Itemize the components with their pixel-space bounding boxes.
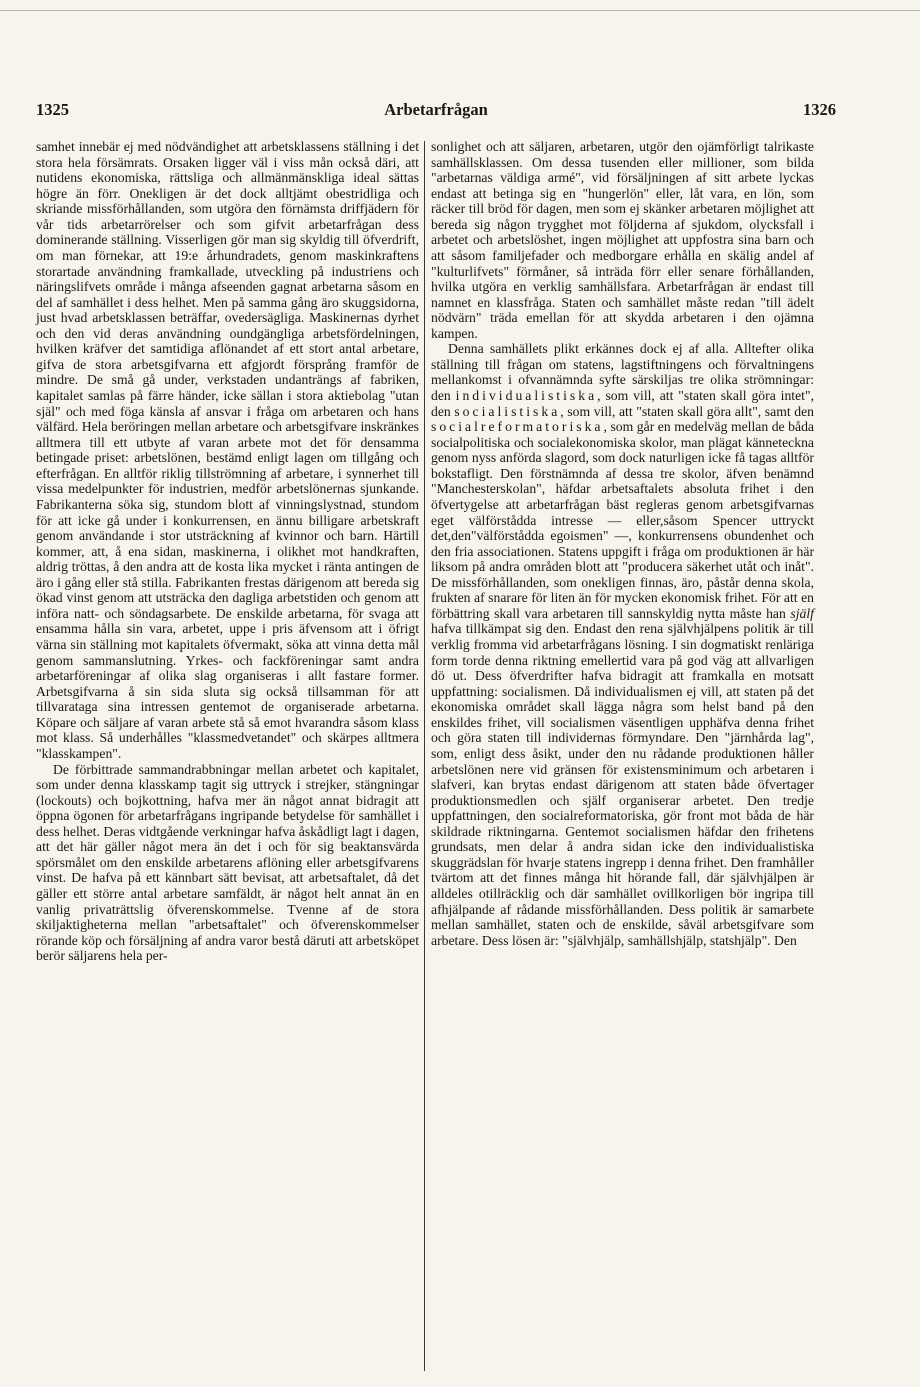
spaced-term-socialistiska: socialistiska <box>454 403 561 419</box>
text-run: , som vill, att "staten skall göra intet", den <box>431 388 814 419</box>
italic-term: själf <box>790 605 814 621</box>
text-run: hafva tillkämpat sig den. Endast den rena självhjälpens politik är till verklig fromma vid arbetarfrågans lösning. I sin dogmatiskt renläriga form torde denna riktning emellertid vara på god väg att allvarligen dö ut. Dess öfverdrifter hafva bidragit att framkalla en motsatt uppfattning: socialismen. Då individualismen ej vill, att staten på det ekonomiska området skall lägga några som helst band på den enskildes frihet, vill socialismen väsentligen upphäfva denna frihet och göra staten till individernas förmyndare. Den "järnhårda lag", som, enligt dess åsikt, under den nu rådande produktionen håller arbetslönen nere vid gränsen för existensminimum och arbetaren i slafveri, kan brytas endast därigenom att staten både öfvertager produktionsmedlen och själf organiserar arbetet. Den tredje uppfattningen, den socialreformatoriska, gör front mot båda de här skildrade riktningarna. Gentemot socialismen häfdar den frihetens grundsats, men delar å andra sidan icke den individualistiska skuggrädslan för hvarje statens ingrepp i denna frihet. Den framhåller tvärtom att det finnes många hit hörande fall, där självhjälpen är alldeles otillräcklig och där samhället ovillkorligen bör ingripa till afhjälpande af rådande missförhållanden. Dess politik är samarbete mellan samhället, staten och de enskilde, såväl arbetsgifvare som arbetare. Dess lösen är: "självhjälp, samhällshjälp, statshjälp". Den <box>431 621 814 948</box>
left-column <box>36 139 419 964</box>
running-title: Arbetarfrågan <box>384 100 488 119</box>
right-paragraph-2 <box>431 341 814 948</box>
scan-top-line <box>0 10 920 11</box>
text-run: , som vill, att "staten skall göra allt", samt den <box>560 403 814 419</box>
right-paragraph-1: sonlighet och att säljaren, arbetaren, utgör den ojämförligt talrikaste samhällsklassen. Om dessa tusenden eller millioner, som bilda "arbetarnas väldiga armé", vid försäljningen af sitt arbete lyckas endast att betinga sig en "hungerlön" eller, låt vara, en lön, som räcker till bröd för dagen, men som ej skänker arbetaren möjlighet att bereda sig någon trygghet mot följderna af sjukdom, olycksfall i arbetet och arbetslöshet, ingen möjlighet att uppfostra sina barn och att såsom familjefader och medborgare erhålla en skälig andel af "kulturlifvets" förmåner, så inträda förr eller senare förhållanden, hvilka utgöra en verklig samhällsfara. Arbetarfrågan är endast till namnet en klassfråga. Staten och samhället måste redan "till ädelt nödvärn" träda emellan för att skydda arbetaren i den ojämna kampen. <box>431 139 814 341</box>
right-column <box>431 139 814 948</box>
left-paragraph-2: De förbittrade sammandrabbningar mellan arbetet och kapitalet, som under denna klasskamp tagit sig uttryck i strejker, stängningar (lockouts) och bojkottning, hafva mer än något annat bidragit att öppna ögonen för arbetarfrågans ingripande betydelse för samhället i dess helhet. Deras vidtgående verkningar hafva åskådligt lagt i dagen, att det här gäller något mera än det i och för sig beaktansvärda spörsmålet om den enskilde arbetarens aflöning eller arbetsgifvarens vinst. De hafva på ett kännbart sätt bevisat, att arbetsaftalet, då det gäller ett större antal arbetare samfäldt, är något helt annat än en vanlig privaträttslig öfverenskommelse. Tvenne af de stora skiljaktigheterna mellan "arbetsaftalet" och öfverenskommelser rörande köp och försäljning af andra varor bestå däruti att arbetsköpet berör säljarens hela per- <box>36 761 419 964</box>
page-number-right: 1326 <box>803 100 836 119</box>
page-header <box>36 100 836 124</box>
text-run: , som går en medelväg mellan de båda socialpolitiska och socialekonomiska skolor, man plägat kännetecknа genom nyss anförda slagord, som dock naturligen icke få tagas alltför bokstafligt. Den förstnämnda af dessa tre skolor, äfven benämnd "Manchesterskolan", häfdar arbetsaftalets absoluta frihet i den öfvertygelse att arbetarfrågan bäst regleras genom arbetsgifvarnas eget välförstådda intresse — eller,såsom Spencer uttryckt det,den"välförstådda egoismen" —, konkurrensens obundenhet och den fria associationen. Statens uppgift i fråga om produktionen är här liksom på andra områden blott att "producera säkerhet utåt och inåt". De missförhållanden, som onekligen finnas, äro, påstår denna skola, frukten af snarare för liten än för mycken ekonomisk frihet. För att en förbättring skall vara arbetaren till sannskyldig nytta måste han <box>431 419 814 621</box>
column-divider <box>424 141 425 1371</box>
page-number-left: 1325 <box>36 100 69 119</box>
spaced-term-individualistiska: individualistiska <box>455 388 598 403</box>
spaced-term-socialreformatoriska: socialreformatoriska <box>431 419 604 435</box>
text-run: Denna samhällets plikt erkännes dock ej af alla. Alltefter olika ställning till frågan om statens, lagstiftningens och förvaltningens mellankomst i ofvannämnda syfte särskiljas tre olika strömningar: den <box>431 341 814 403</box>
left-paragraph-1: samhet innebär ej med nödvändighet att arbetsklassens ställning i det stora hela försämrats. Orsaken ligger väl i viss mån också däri, att nutidens ekonomiska, rättsliga och allmänmänskliga ideal sättas högre än förr. Onekligen är det dock alltjämt obestridliga och skriande missförhållanden, som utgöra den förnämsta driffjädern för vår tids arbetarrörelser och som gifvit arbetarfrågan dess dominerande ställning. Visserligen gör man sig skyldig till öfverdrift, om man förnekar, att 19:e århundradets, genom maskinkraftens storartade användning framkallade, utveckling på industriens och näringslifvets område i många afseenden gagnat arbetarna såsom en del af samhället i dess helhet. Men på samma gång äro skuggsidorna, just hvad arbetsklassen beträffar, ovedersägliga. Maskinernas dyrhet och den vid deras användning oundgängliga arbetsfördelningen, hvilken kräfver det samtidiga aflönandet af ett stort antal arbetare, gifva de stora arbetsgifvarna ett afgjordt försprång framför de mindre. De små gå under, verkstaden undanträngs af fabriken, kapitalet samlas på färre händer, icke sällan i stora aktiebolag "utan själ" och med föga känsla af ansvar i fråga om arbetaren och hans välfärd. Hela beröringen mellan arbetare och arbetsgifvare inskränkes alltmera till ett utbyte af varan arbete mot det för densamma betingade priset: arbetslönen, bestämd enligt lagen om tillgång och efterfrågan. En alltför riklig tillströmning af arbetare, i synnerhet till vissa medelpunkter för industrien, medför arbetslönernas sjunkande. Fabrikanterna söka sig, stundom blott af vinningslystnad, stundom för att icke gå under i konkurrensen, en ännu billigare arbetskraft genom användande i stor utsträckning af kvinnor och barn. Härtill kommer, att, å ena sidan, maskinerna, i olikhet mot handkraften, aldrig tröttas, å den andra att de kosta lika mycket i ränta antingen de äro i gång eller stå stilla. Fabrikanten frestas därigenom att bereda sig ökad vinst genom att utsträcka den dagliga arbetstiden och genom att införa natt- och söndagsarbete. De enskilde arbetarna, för svaga att ensamma hålla sin vara, arbetet, uppe i pris äfvensom att i öfrigt värna sin ställning mot kapitalets öfvermakt, söka att vinna detta mål genom sammanslutning. Yrkes- och fackföreningar samt andra arbetarföreningar af olika slag organiseras i allt fastare former. Arbetsgifvarna å sin sida sluta sig också tillsamman för att tillvarataga sina intressen gentemot de organiserade arbetarna. Köpare och säljare af varan arbete stå så emot hvarandra såsom klass mot klass. Så underhålles "klassmedvetandet" och skärpes alltmera "klasskampen". <box>36 139 419 761</box>
